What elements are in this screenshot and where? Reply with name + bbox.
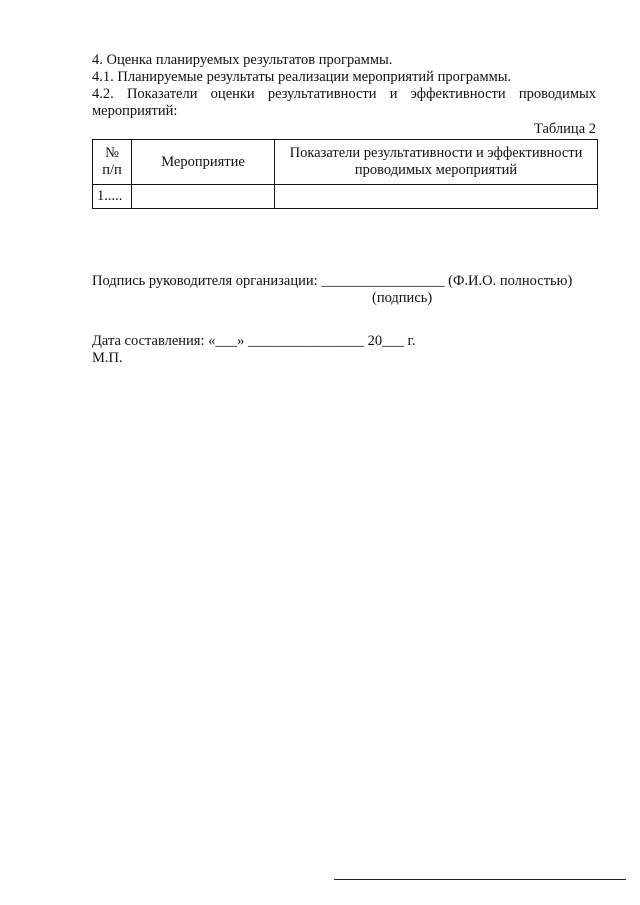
header-number [93, 140, 132, 185]
header-number-line1: № [105, 145, 119, 161]
header-activity-label: Мероприятие [161, 153, 245, 170]
stamp-label: М.П. [92, 350, 123, 366]
section-4-1: 4.1. Планируемые результаты реализации мероприятий программы. [92, 69, 512, 85]
row-activity-cell [132, 185, 275, 209]
table-row [93, 185, 598, 209]
table-caption: Таблица 2 [533, 121, 596, 137]
footer-divider [334, 879, 626, 880]
header-indicators-line2: проводимых мероприятий [354, 162, 518, 178]
indicators-table [92, 139, 598, 209]
header-indicators [275, 140, 598, 185]
header-activity [132, 140, 275, 185]
row-indicators-cell [275, 185, 598, 209]
table-header-row [93, 140, 598, 185]
header-indicators-line1: Показатели результативности и эффективности [289, 145, 583, 161]
date-line: Дата составления: «___» ________________ 20___ г. [92, 333, 416, 349]
section-heading: 4. Оценка планируемых результатов программы. [92, 52, 393, 68]
section-4-2-line2: мероприятий: [92, 103, 178, 119]
signature-line: Подпись руководителя организации: _________________ (Ф.И.О. полностью) [92, 273, 573, 289]
section-4-2-line1: 4.2. Показатели оценки результативности и эффективности проводимых [92, 86, 596, 102]
row-number-cell: 1..... [93, 185, 132, 209]
document-page [92, 52, 596, 367]
signature-sublabel: (подпись) [372, 290, 433, 306]
header-number-line2: п/п [102, 162, 122, 178]
